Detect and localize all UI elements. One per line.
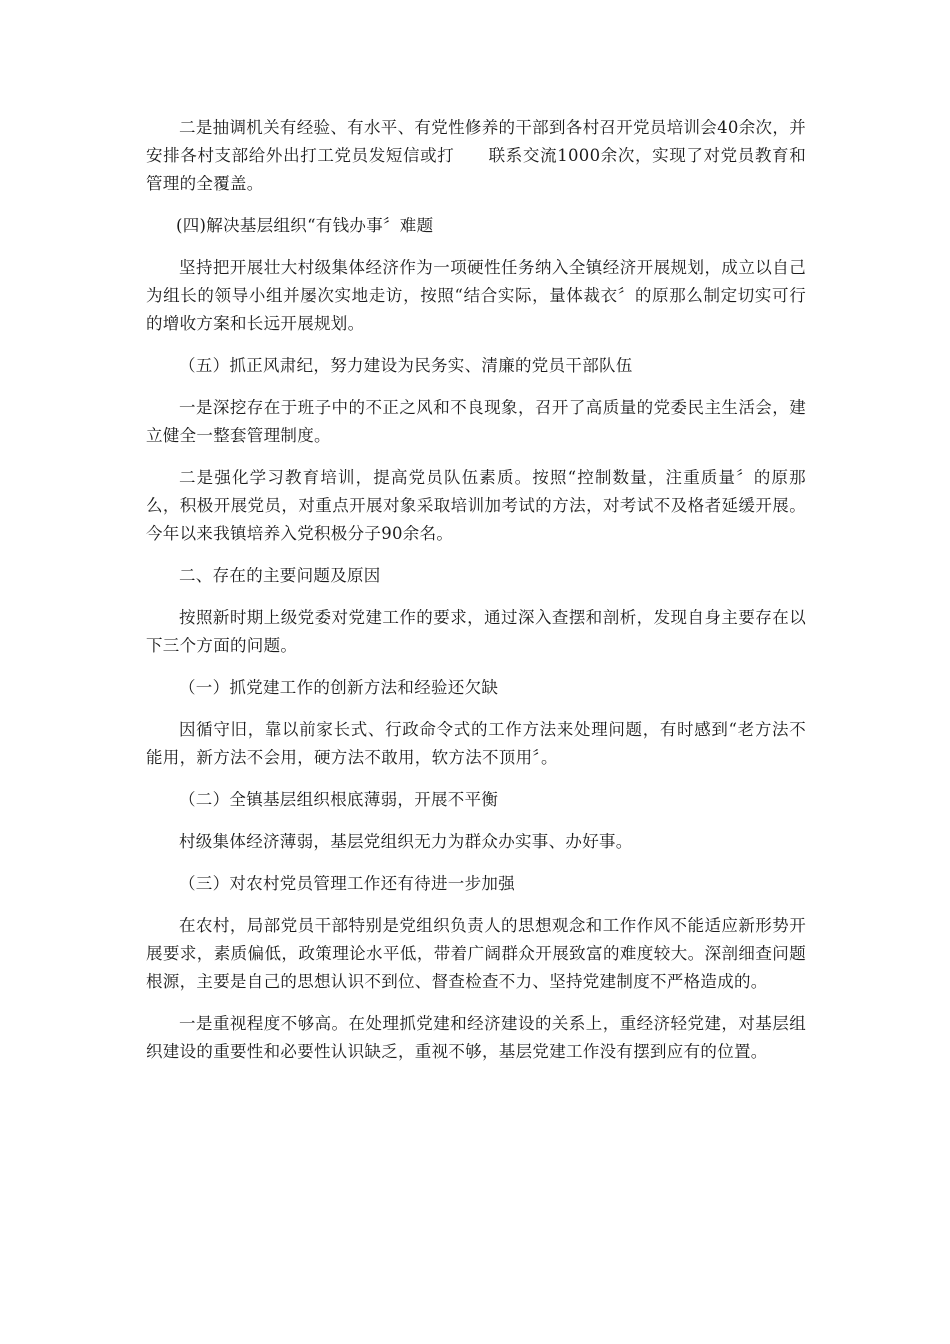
paragraph-collective-economy: 坚持把开展壮大村级集体经济作为一项硬性任务纳入全镇经济开展规划，成立以自己为组长的领导小组并屡次实地走访，按照“结合实际，量体裁衣〞的原那么制定切实可行的增收方案和长远开展规划。	[146, 258, 806, 333]
problem-heading-3: （三）对农村党员管理工作还有待进一步加强	[179, 874, 515, 893]
section-heading-5: （五）抓正风肃纪，努力建设为民务实、清廉的党员干部队伍	[179, 356, 633, 375]
paragraph-insufficient-attention: 一是重视程度不够高。在处理抓党建和经济建设的关系上，重经济轻党建，对基层组织建设的重要性和必要性认识缺乏，重视不够，基层党建工作没有摆到应有的位置。	[146, 1014, 806, 1061]
paragraph-training-coverage: 二是抽调机关有经验、有水平、有党性修养的干部到各村召开党员培训会40余次，并安排各村支部给外出打工党员发短信或打 联系交流1000余次，实现了对党员教育和管理的全覆盖。	[146, 118, 806, 193]
paragraph-rural-management: 在农村，局部党员干部特别是党组织负责人的思想观念和工作作风不能适应新形势开展要求，素质偏低，政策理论水平低，带着广阔群众开展致富的难度较大。深剖细查问题根源，主要是自己的思想认识不到位、督查检查不力、坚持党建制度不严格造成的。	[146, 916, 806, 991]
problem-heading-2: （二）全镇基层组织根底薄弱，开展不平衡	[179, 790, 499, 809]
paragraph-problems-intro: 按照新时期上级党委对党建工作的要求，通过深入查摆和剖析，发现自身主要存在以下三个方面的问题。	[146, 608, 806, 655]
problem-heading-1: （一）抓党建工作的创新方法和经验还欠缺	[179, 678, 499, 697]
paragraph-weak-economy: 村级集体经济薄弱，基层党组织无力为群众办实事、办好事。	[179, 832, 633, 851]
document-body	[146, 114, 806, 1080]
paragraph-unhealthy-tendencies: 一是深挖存在于班子中的不正之风和不良现象，召开了高质量的党委民主生活会，建立健全一整套管理制度。	[146, 398, 806, 445]
section-heading-problems: 二、存在的主要问题及原因	[179, 566, 381, 585]
paragraph-old-methods: 因循守旧，靠以前家长式、行政命令式的工作方法来处理问题，有时感到“老方法不能用，新方法不会用，硬方法不敢用，软方法不顶用〞。	[146, 720, 806, 767]
section-heading-4: (四)解决基层组织“有钱办事〞难题	[176, 216, 434, 235]
paragraph-education-training: 二是强化学习教育培训，提高党员队伍素质。按照“控制数量，注重质量〞的原那么，积极开展党员，对重点开展对象采取培训加考试的方法，对考试不及格者延缓开展。今年以来我镇培养入党积极分子90余名。	[146, 468, 806, 543]
